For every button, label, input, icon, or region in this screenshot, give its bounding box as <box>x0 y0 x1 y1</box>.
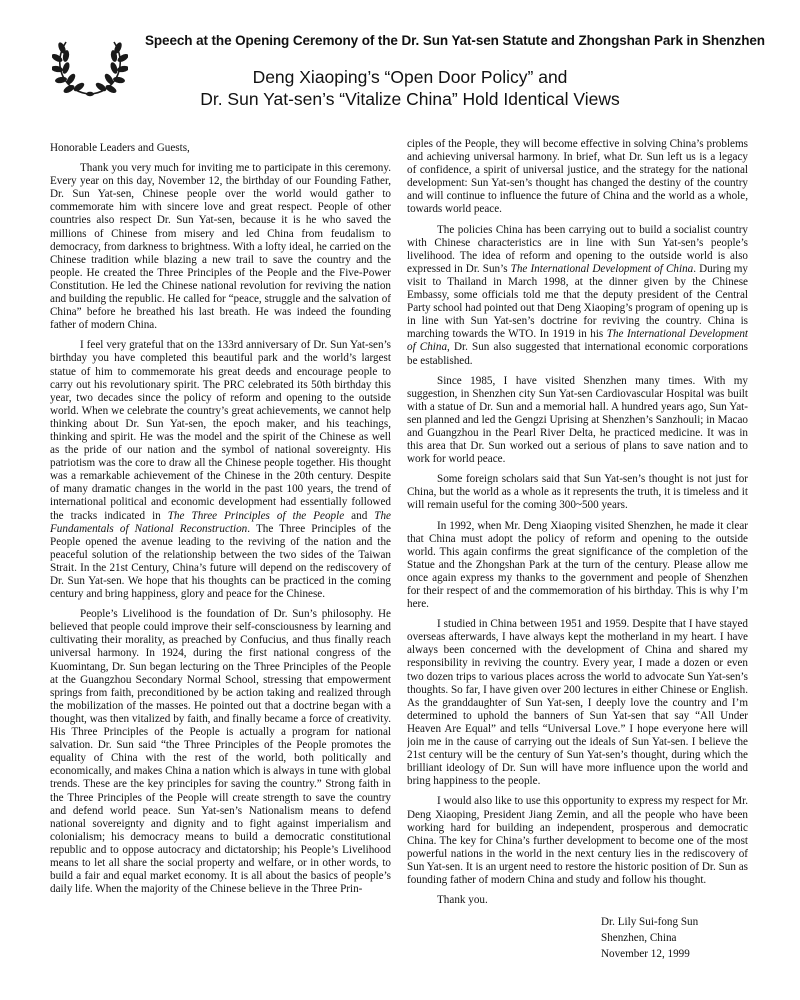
paragraph-8: I studied in China between 1951 and 1959. Despite that I have stayed overseas afterwards, I have always kept the motherland in my heart. I have always been concerned with the development of China and shared my responsibility in reviving the country. Every year, I made a dozen or even two dozen trips to various places across the world to advocate Sun Yat-sen’s thoughts. So far, I have given over 200 lectures in either Chinese or English. As the granddaughter of Sun Yat-sen, I deeply love the country and I’m determined to uphold the banners of Sun Yat-sen that say “All Under Heaven Are Equal” and tells “Universal Love.” I hope everyone here will join me in the cause of carrying out the ideals of Sun Yat-sen. I believe the 21st century will be the century of Sun Yat-sen’s thought, during which the brilliant ideology of Dr. Sun will have more influence upon the world and bring happiness to the people. <box>407 618 748 788</box>
book-title-fundamentals: The Fundamentals of National Reconstruction <box>50 509 391 535</box>
paragraph-3: People’s Livelihood is the foundation of Dr. Sun’s philosophy. He believed that people could improve their self-consciousness by learning and cultivating their morality, as preached by Confucius, and thus finally reach universal harmony. In 1924, during the first national congress of the Kuomintang, Dr. Sun began lecturing on the Three Principles of the People at the Guangzhou Secondary Normal School, stressing that empowerment springs from faith, preconditioned by be action taking and realized through the mobilization of the masses. He pointed out that a doctrine began with a thought, was then vitalized by faith, and finally became a force of creativity. His Three Principles of the People is actually a program for national salvation. Dr. Sun said “the Three Principles of the People promotes the equality of China with the rest of the world, both politically and economically, and makes China a nation which is always in tune with global trends. These are the key principles for saving the country.” Strong faith in the Three Principles of the People will create strength to save the country and defend world peace. Sun Yat-sen’s Nationalism means to defend national sovereignty and dignity and to fight against imperialism and colonialism; his democracy means to build a democratic constitutional republic and to oppose autocracy and dictatorship; his People’s Livelihood means to let all share the social property and welfare, or in other words, to build a fair and equal market economy. It is all about the basics of people’s daily life. When the majority of the Chinese believe in the Three Prin- <box>50 608 391 896</box>
page-title <box>110 66 710 110</box>
paragraph-3-continued: ciples of the People, they will become effective in solving China’s problems and achieving universal harmony. In brief, what Dr. Sun left us is a legacy of confidence, a spirit of universal justice, and the strategy for the national development: Sun Yat-sen’s thought has changed the destiny of the country and will continue to influence the future of China and the world as a whole, towards world peace. <box>407 138 748 216</box>
paragraph-9: I would also like to use this opportunity to express my respect for Mr. Deng Xiaoping, President Jiang Zemin, and all the people who have been working hard for building an independent, prosperous and democratic China. The key for China’s further development to become one of the most powerful nations in the world in the next century lies in the rediscovery of Sun Yat-sen. It is an urgent need to restore the historic position of Dr. Sun as founding father of modern China and study and follow his thought. <box>407 795 748 886</box>
paragraph-7: In 1992, when Mr. Deng Xiaoping visited Shenzhen, he made it clear that China must adopt the policy of reform and opening to the outside world. This again confirms the great significance of the completion of the Statue and the Zhongshan Park at the turn of the century. Please allow me once again express my thanks to the government and people of Shenzhen for their respect of and the commemoration of his birthday. This is why I’m here. <box>407 519 748 611</box>
paragraph-4-text-b: . During my visit to Thailand in March 1998, at the dinner given by the Chinese Embassy, some officials told me that the deputy president of the Central Party school had pointed out that Deng Xiaoping’s program of opening up is in line with Sun Yat-sen’s doctrine for reviving the country. China is marching towards the WTO. In 1919 in his <box>407 262 748 341</box>
book-title-international-development-2: The International Development of China <box>407 328 748 354</box>
paragraph-2-text-b: . The Three Principles of the People opened the avenue leading to the reviving of the nation and the peaceful solution of the relationship between the two sides of the Taiwan Strait. In the 21st Century, China’s future will depend on the rediscovery of Dr. Sun Yat-sen. We hope that his thoughts can be practiced in the coming century and bring happiness, glory and peace for the Chinese. <box>50 522 391 601</box>
salutation: Honorable Leaders and Guests, <box>50 142 190 154</box>
signature-date: November 12, 1999 <box>601 948 690 961</box>
signature-place: Shenzhen, China <box>601 932 677 945</box>
book-title-three-principles: The Three Principles of the People <box>167 509 345 522</box>
paragraph-2-and: and <box>344 509 375 522</box>
paragraph-2-text-a: I feel very grateful that on the 133rd anniversary of Dr. Sun Yat-sen’s birthday you have completed this beautiful park and the world’s largest statue of him to commemorate his great deeds and encourage people to carry out his revolutionary spirit. The PRC celebrated its 50th birthday this year, two decades since the policy of reform and opening to the outside world. When we celebrate the country’s great achievements, we cannot help thinking about Dr. Sun Yat-sen, the epoch maker, and his teachings, thinking and spirit. He was the model and the spirit of the Chinese as well as the pride of our nation and the symbol of national sovereignty. His patriotism was the core to draw all the Chinese people together. His thought was a remarkable achievement of the Chinese in the 20th century. Despite of many dramatic changes in the world in the past 100 years, the trend of international political and economic development had essentially followed the tracks indicated in <box>50 339 391 522</box>
speech-heading: Speech at the Opening Ceremony of the Dr. Sun Yat-sen Statute and Zhongshan Park in Shenzhen <box>145 33 765 48</box>
book-title-international-development: The International Development of China <box>510 262 694 275</box>
paragraph-4-text-c: , Dr. Sun also suggested that international economic corporations be established. <box>407 341 748 367</box>
paragraph-6: Some foreign scholars said that Sun Yat-sen’s thought is not just for China, but the world as a whole as it represents the truth, it is timeless and it will remain useful for the coming 300~500 years. <box>407 473 748 512</box>
paragraph-4-text-a: The policies China has been carrying out to build a socialist country with Chinese characteristics are in line with Sun Yat-sen’s people’s livelihood. The idea of reform and opening to the outside world is also expressed in Dr. Sun’s <box>407 223 748 275</box>
left-column <box>50 142 391 994</box>
signature-name: Dr. Lily Sui-fong Sun <box>601 916 699 929</box>
signature-block <box>601 914 748 962</box>
paragraph-4 <box>407 224 748 368</box>
paragraph-1: Thank you very much for inviting me to participate in this ceremony. Every year on this day, November 12, the birthday of our Founding Father, Dr. Sun Yat-sen, Chinese people over the world would gather to commemorate him with sincere love and great respect. People of other countries also respect Dr. Sun Yat-sen, because it is he who saved the millions of Chinese from misery and led China from feudalism to democracy, from darkness to brightness. With a lofty ideal, he carried on the Chinese tradition while blazing a new trail to save the country and the people. He created the Three Principles of the People and the Five-Power Constitution. He led the Chinese national revolution for reviving the nation and building the republic. He called for “peace, struggle and the salvation of China” before he breathed his last breath. He was indeed the founding father of modern China. <box>50 162 391 332</box>
right-column <box>407 138 748 990</box>
title-line-1: Deng Xiaoping’s “Open Door Policy” and <box>252 67 568 87</box>
title-line-2: Dr. Sun Yat-sen’s “Vitalize China” Hold Identical Views <box>200 89 620 109</box>
closing-thanks: Thank you. <box>437 894 488 907</box>
paragraph-5: Since 1985, I have visited Shenzhen many times. With my suggestion, in Shenzhen city Sun Yat-sen Cardiovascular Hospital was built with a statue of Dr. Sun and a memorial hall. A hundred years ago, Sun Yat-sen planned and led the Gengzi Uprising at Shenzhen’s Sanzhouli; in Macao and Guangzhou in the Pearl River Delta, he practiced medicine. It was in this area that Dr. Sun worked out a serious of plans to save nation and to work for world peace. <box>407 374 748 466</box>
paragraph-2 <box>50 339 391 601</box>
speech-body <box>50 138 762 994</box>
